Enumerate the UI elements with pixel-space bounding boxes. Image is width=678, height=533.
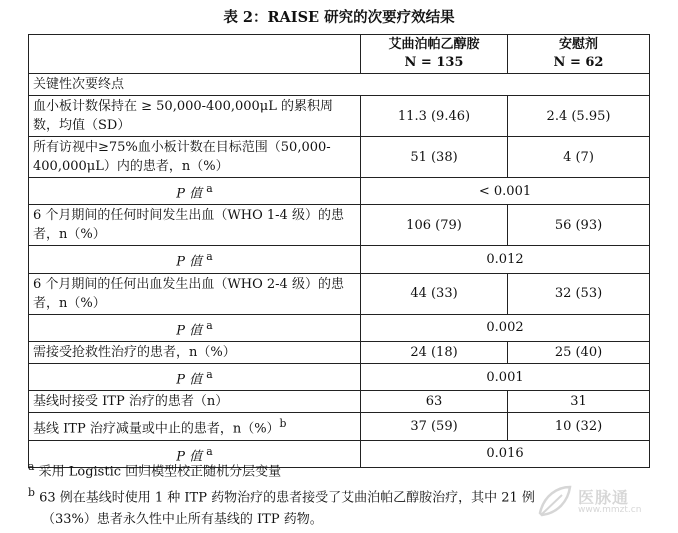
p-value: 0.016 — [361, 440, 650, 467]
p-value: < 0.001 — [361, 178, 650, 205]
p-value-row — [29, 363, 650, 390]
footnote-b-continued: （33%）患者永久性中止所有基线的 ITP 药物。 — [42, 511, 323, 527]
section-row — [29, 74, 650, 96]
drug-name: 艾曲泊帕乙醇胺 — [388, 37, 480, 52]
row-value-placebo: 32 (53) — [508, 273, 650, 314]
table-row — [29, 391, 650, 413]
row-value-drug: 44 (33) — [361, 273, 508, 314]
row-label: 基线时接受 ITP 治疗的患者（n） — [29, 391, 361, 413]
row-value-placebo: 2.4 (5.95) — [508, 96, 650, 137]
table-row — [29, 137, 650, 178]
watermark-text: 医脉通 — [578, 488, 630, 507]
leaf-logo-icon — [534, 483, 574, 519]
footnote-b: $^b$ 63 例在基线时使用 1 种 ITP 药物治疗的患者接受了艾曲泊帕乙醇胺治疗，其中 21 例 — [28, 486, 535, 506]
p-value-row — [29, 246, 650, 273]
watermark — [534, 483, 664, 521]
row-value-drug: 106 (79) — [361, 205, 508, 246]
table-row — [29, 273, 650, 314]
table-row — [29, 96, 650, 137]
footnote-a: $^a$ 采用 Logistic 回归模型校正随机分层变量 — [28, 460, 282, 480]
p-value: 0.001 — [361, 363, 650, 390]
p-value-row — [29, 178, 650, 205]
header-blank — [29, 35, 361, 74]
row-value-placebo: 10 (32) — [508, 413, 650, 440]
row-value-drug: 51 (38) — [361, 137, 508, 178]
p-value-label: P 值 $^a$ — [29, 178, 361, 205]
row-value-drug: 63 — [361, 391, 508, 413]
row-label: 血小板计数保持在 ≥ 50,000-400,000μL 的累积周数，均值（SD） — [29, 96, 361, 137]
p-value-label: P 值 $^a$ — [29, 440, 361, 467]
row-value-placebo: 56 (93) — [508, 205, 650, 246]
row-label: 需接受抢救性治疗的患者，n（%） — [29, 341, 361, 363]
header-col-drug — [361, 35, 508, 74]
p-value-label: P 值 $^a$ — [29, 314, 361, 341]
row-label: 所有访视中≥75%血小板计数在目标范围（50,000-400,000μL）内的患者，n（%） — [29, 137, 361, 178]
p-value: 0.002 — [361, 314, 650, 341]
table-row — [29, 341, 650, 363]
p-value: 0.012 — [361, 246, 650, 273]
watermark-url: www.mmzt.cn — [578, 505, 642, 515]
row-value-drug: 37 (59) — [361, 413, 508, 440]
placebo-n: N = 62 — [553, 55, 604, 70]
row-value-drug: 24 (18) — [361, 341, 508, 363]
row-label: 6 个月期间的任何出血发生出血（WHO 2-4 级）的患者，n（%） — [29, 273, 361, 314]
header-row — [29, 35, 650, 74]
row-label: 基线 ITP 治疗减量或中止的患者，n（%）$^b$ — [29, 413, 361, 440]
p-value-label: P 值 $^a$ — [29, 363, 361, 390]
table-row — [29, 205, 650, 246]
header-col-placebo — [508, 35, 650, 74]
row-value-placebo: 31 — [508, 391, 650, 413]
row-value-placebo: 25 (40) — [508, 341, 650, 363]
row-value-drug: 11.3 (9.46) — [361, 96, 508, 137]
drug-n: N = 135 — [404, 55, 464, 70]
table-title: 表 2：RAISE 研究的次要疗效结果 — [223, 9, 455, 26]
p-value-label: P 值 $^a$ — [29, 246, 361, 273]
table-row — [29, 413, 650, 440]
row-value-placebo: 4 (7) — [508, 137, 650, 178]
results-table — [28, 34, 650, 468]
row-label: 6 个月期间的任何时间发生出血（WHO 1-4 级）的患者，n（%） — [29, 205, 361, 246]
placebo-name: 安慰剂 — [558, 37, 598, 52]
p-value-row — [29, 314, 650, 341]
section-label: 关键性次要终点 — [29, 74, 650, 96]
